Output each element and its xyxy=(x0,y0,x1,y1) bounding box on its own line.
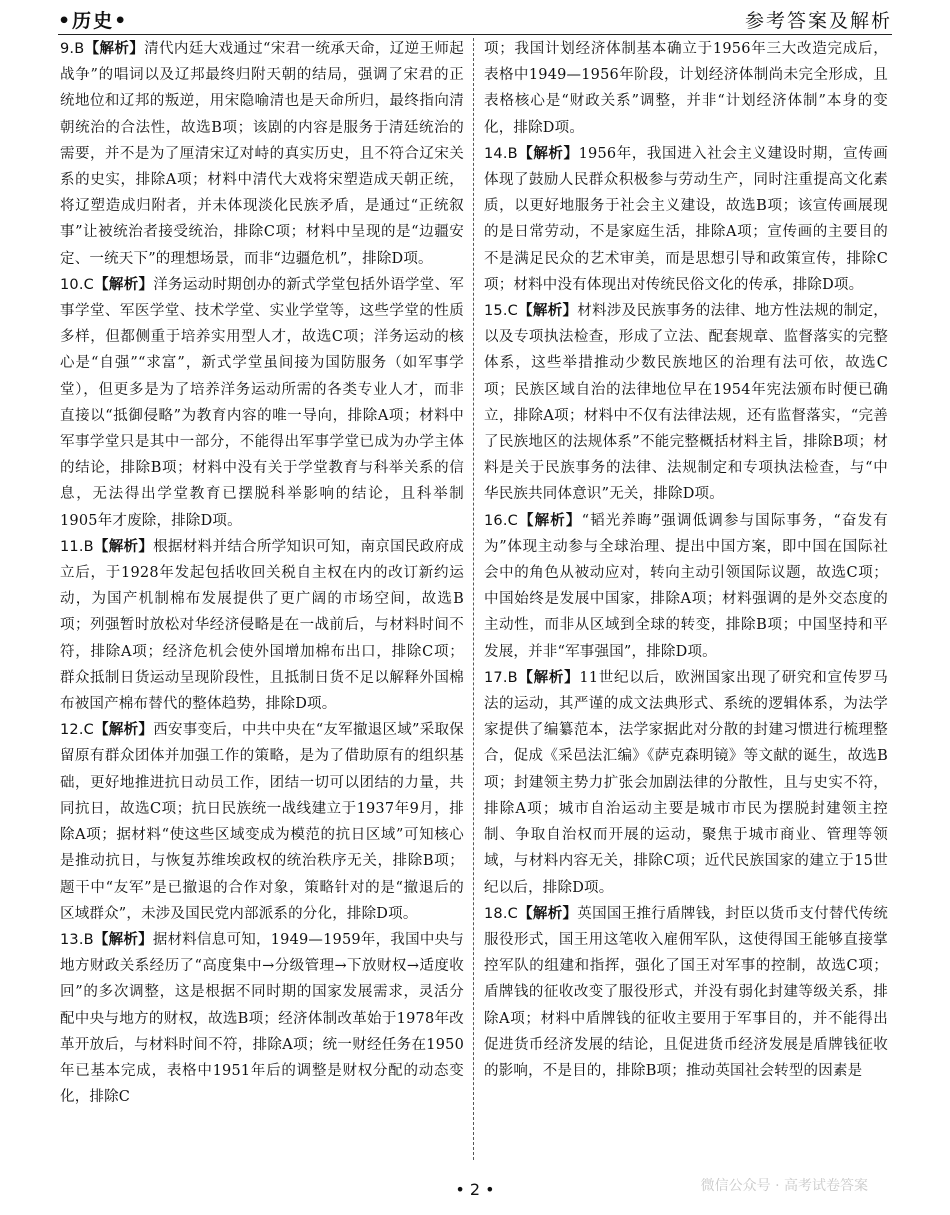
answer-item xyxy=(60,534,464,717)
item-number: 11. xyxy=(60,538,84,555)
answer-item xyxy=(60,36,464,272)
column-divider xyxy=(473,38,474,1160)
answer-item xyxy=(60,927,464,1110)
item-number: 15. xyxy=(484,303,508,320)
item-answer: C xyxy=(83,276,94,293)
item-text: 材料涉及民族事务的法律、地方性法规的制定，以及专项执法检查，形成了立法、配套规章、监督落实的完整体系，这些举措推动少数民族地区的治理有法可依，故选C项；民族区域自治的法律地位早在1954年宪法颁布时便已确立，排除A项；材料中不仅有法律法规，还有监督落实，“完善了民族地区的法规体系”不能完整概括材料主旨，排除B项；材料是关于民族事务的法律、法规制定和专项执法检查，与“中华民族共同体意识”无关，排除D项。 xyxy=(484,303,888,503)
answer-item xyxy=(484,141,888,298)
analysis-tag: 【解析】 xyxy=(93,538,154,555)
analysis-tag: 【解析】 xyxy=(94,276,154,293)
item-text: “韬光养晦”强调低调参与国际事务，“奋发有为”体现主动参与全球治理、提出中国方案，即中国在国际社会中的角色从被动应对，转向主动引领国际议题，故选C项；中国始终是发展中国家，排除A项；材料强调的是外交态度的主动性，而非从区域到全球的转变，排除B项；中国坚持和平发展，并非“军事强国”，排除D项。 xyxy=(484,512,888,660)
analysis-tag: 【解析】 xyxy=(518,512,582,529)
analysis-tag: 【解析】 xyxy=(94,722,154,739)
analysis-tag: 【解析】 xyxy=(517,145,579,162)
answer-item xyxy=(484,508,888,665)
item-answer: C xyxy=(507,303,518,320)
item-text: 11世纪以后，欧洲国家出现了研究和宣传罗马法的运动，其严谨的成文法典形式、系统的逻辑体系，为法学家提供了编纂范本，法学家据此对分散的封建习惯进行梳理整合，促成《采邑法汇编》《萨克森明镜》等文献的诞生，故选B项；封建领主势力扩张会加剧法律的分散性，且与史实不符，排除A项；城市自治运动主要是城市市民为摆脱封建领主控制、争取自治权而开展的运动，聚焦于城市商业、管理等领域，与材料内容无关，排除C项；近代民族国家的建立于15世纪以后，排除D项。 xyxy=(484,669,888,896)
analysis-tag: 【解析】 xyxy=(517,669,580,686)
item-number: 10. xyxy=(60,276,84,293)
item-answer: B xyxy=(83,538,94,555)
page-number: • 2 • xyxy=(455,1180,495,1199)
item-answer: C xyxy=(83,722,94,739)
watermark: 微信公众号 · 高考试卷答案 xyxy=(700,1178,868,1194)
item-answer: B xyxy=(74,41,85,57)
answer-item xyxy=(484,665,888,901)
item-number: 17. xyxy=(484,669,508,686)
item-answer: B xyxy=(507,669,518,686)
answer-item xyxy=(60,717,464,927)
item-text: 根据材料并结合所学知识可知，南京国民政府成立后，于1928年发起包括收回关税自主权在内的改订新约运动，为国产机制棉布发展提供了更广阔的市场空间，故选B项；列强暂时放松对华经济侵略是在一战前后，与材料时间不符，排除A项；经济危机会使外国增加棉布出口，排除C项；群众抵制日货运动呈现阶段性，且抵制日货不足以解释外国棉布被国产棉布替代的整体趋势，排除D项。 xyxy=(60,538,464,713)
item-answer: C xyxy=(507,512,518,529)
item-number: 16. xyxy=(484,512,508,529)
item-answer: C xyxy=(507,905,518,922)
page-header xyxy=(58,2,892,35)
item-text: 清代内廷大戏通过“宋君一统承天命，辽逆王师起战争”的唱词以及辽邦最终归附天朝的结局，强调了宋君的正统地位和辽邦的叛逆，用宋隐喻清也是天命所归，最终指向清朝统治的合法性，故选B项；该剧的内容是服务于清廷统治的需要，并不是为了厘清宋辽对峙的真实历史，且不符合辽宋关系的史实，排除A项；材料中清代大戏将宋塑造成天朝正统，将辽塑造成归附者，并未体现淡化民族矛盾，是通过“正统叙事”让被统治者接受统治，排除C项；材料中呈现的是“边疆安定、一统天下”的理想场景，而非“边疆危机”，排除D项。 xyxy=(60,41,464,267)
item-number: 18. xyxy=(484,905,508,922)
item-text: 洋务运动时期创办的新式学堂包括外语学堂、军事学堂、军医学堂、技术学堂、实业学堂等，这些学堂的性质多样，但都侧重于培养实用型人才，故选C项；洋务运动的核心是“自强”“求富”，新式学堂虽间接为国防服务（如军事学堂），但更多是为了培养洋务运动所需的各类专业人才，而非直接以“抵御侵略”为教育内容的唯一导向，排除A项；材料中军事学堂只是其中一部分，不能得出军事学堂已成为办学主体的结论，排除B项；材料中没有关于学堂教育与科举关系的信息，无法得出学堂教育已摆脱科举影响的结论，且科举制1905年才废除，排除D项。 xyxy=(60,276,464,529)
analysis-tag: 【解析】 xyxy=(93,931,153,948)
item-text: 1956年，我国进入社会主义建设时期，宣传画体现了鼓励人民群众积极参与劳动生产，同时注重提高文化素质，以更好地服务于社会主义建设，故选B项；该宣传画展现的是日常劳动，不是家庭生活，排除A项；宣传画的主要目的不是满足民众的艺术审美，而是思想引导和政策宣传，排除C项；材料中没有体现出对传统民俗文化的传承，排除D项。 xyxy=(484,145,888,293)
page-title: 参考答案及解析 xyxy=(744,10,892,32)
answer-item xyxy=(484,36,888,141)
left-column xyxy=(60,36,464,1110)
answer-item xyxy=(484,901,888,1084)
item-answer: B xyxy=(507,145,518,162)
item-text: 英国国王推行盾牌钱，封臣以货币支付替代传统服役形式，国王用这笔收入雇佣军队，这使得国王能够直接掌控军队的组建和指挥，强化了国王对军事的控制，故选C项；盾牌钱的征收改变了服役形式，并没有弱化封建等级关系，排除A项；材料中盾牌钱的征收主要用于军事目的，并不能得出促进货币经济发展的结论，且促进货币经济发展是盾牌钱征收的影响，不是目的，排除B项；推动英国社会转型的因素是 xyxy=(484,905,888,1079)
answer-item xyxy=(60,272,464,534)
analysis-tag: 【解析】 xyxy=(518,905,578,922)
right-column xyxy=(484,36,888,1084)
item-answer: B xyxy=(83,931,94,948)
item-number: 9. xyxy=(60,41,75,57)
item-text: 据材料信息可知，1949—1959年，我国中央与地方财政关系经历了“高度集中→分级管理→下放财权→适度收回”的多次调整，这是根据不同时期的国家发展需求，灵活分配中央与地方的财权，故选B项；经济体制改革始于1978年改革开放后，与材料时间不符，排除A项；统一财经任务在1950年已基本完成，表格中1951年后的调整是财权分配的动态变化，排除C xyxy=(60,931,464,1106)
item-number: 12. xyxy=(60,722,84,739)
item-text: 西安事变后，中共中央在“友军撤退区域”采取保留原有群众团体并加强工作的策略，是为了借助原有的组织基础，更好地推进抗日动员工作，团结一切可以团结的力量，共同抗日，故选C项；抗日民族统一战线建立于1937年9月，排除A项；据材料“使这些区域变成为模范的抗日区域”可知核心是推动抗日，与恢复苏维埃政权的统治秩序无关，排除B项；题干中“友军”是已撤退的合作对象，策略针对的是“撤退后的区域群众”，未涉及国民党内部派系的分化，排除D项。 xyxy=(60,722,464,922)
subject-label: •历史• xyxy=(58,10,129,32)
analysis-tag: 【解析】 xyxy=(84,41,145,57)
item-number: 13. xyxy=(60,931,84,948)
item-number: 14. xyxy=(484,145,508,162)
item-text: 项；我国计划经济体制基本确立于1956年三大改造完成后，表格中1949—1956年阶段，计划经济体制尚未完全形成，且表格核心是“财政关系”调整，并非“计划经济体制”本身的变化，排除D项。 xyxy=(484,41,888,136)
answer-item xyxy=(484,298,888,508)
analysis-tag: 【解析】 xyxy=(518,303,578,320)
